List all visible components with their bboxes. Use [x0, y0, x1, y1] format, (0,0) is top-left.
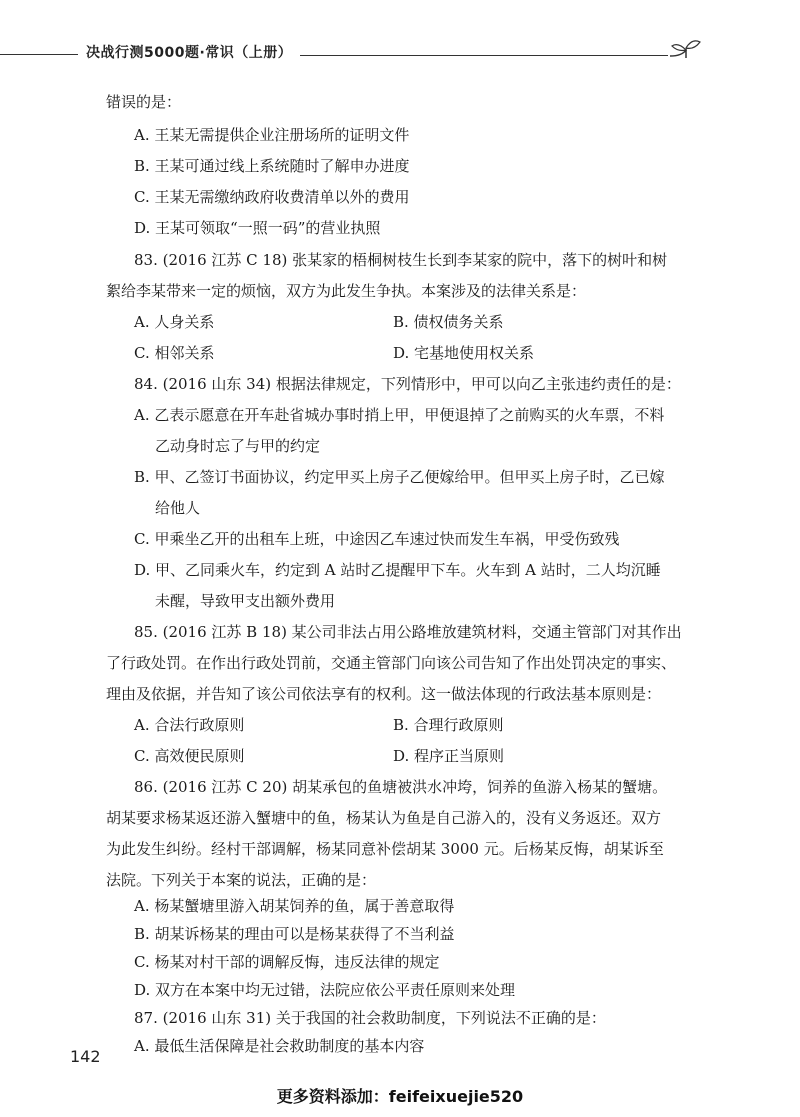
q85-option: B. 合理行政原则 — [393, 716, 504, 734]
sprout-icon — [668, 36, 708, 66]
option-line: B. 甲、乙签订书面协议，约定甲买上房子乙便嫁给甲。但甲买上房子时，乙已嫁 — [134, 468, 665, 486]
option-line: C. 杨某对村干部的调解反悔，违反法律的规定 — [134, 953, 440, 971]
q83-option: D. 宅基地使用权关系 — [393, 344, 535, 362]
q83-option: A. 人身关系 — [134, 313, 215, 331]
q85-option: C. 高效便民原则 — [134, 747, 245, 765]
option-line: B. 胡某诉杨某的理由可以是杨某获得了不当利益 — [134, 925, 455, 943]
header-rule-right — [300, 55, 668, 56]
question-85-stem: 85. (2016 江苏 B 18) 某公司非法占用公路堆放建筑材料，交通主管部门对其作出 — [134, 623, 682, 641]
q83-option: C. 相邻关系 — [134, 344, 215, 362]
question-85-stem-cont: 了行政处罚。在作出行政处罚前，交通主管部门向该公司告知了作出处罚决定的事实、 — [106, 654, 677, 672]
option-line: A. 王某无需提供企业注册场所的证明文件 — [134, 126, 410, 144]
footer-note: 更多资料添加：feifeixuejie520 — [276, 1087, 524, 1106]
header-title: 决战行测5000题·常识（上册） — [86, 45, 293, 61]
question-87-stem: 87. (2016 山东 31) 关于我国的社会救助制度，下列说法不正确的是： — [134, 1009, 606, 1027]
question-86-stem: 86. (2016 江苏 C 20) 胡某承包的鱼塘被洪水冲垮，饲养的鱼游入杨某的蟹塘。 — [134, 778, 668, 796]
question-85-stem-cont: 理由及依据，并告知了该公司依法享有的权利。这一做法体现的行政法基本原则是： — [106, 685, 662, 703]
question-84-stem: 84. (2016 山东 34) 根据法律规定，下列情形中，甲可以向乙主张违约责任的是： — [134, 375, 681, 393]
option-line-cont: 乙动身时忘了与甲的约定 — [155, 437, 321, 455]
option-line: A. 杨某蟹塘里游入胡某饲养的鱼，属于善意取得 — [134, 897, 455, 915]
q83-option: B. 债权债务关系 — [393, 313, 504, 331]
q85-option: A. 合法行政原则 — [134, 716, 245, 734]
option-line: A. 最低生活保障是社会救助制度的基本内容 — [134, 1037, 425, 1055]
question-86-stem-cont: 为此发生纠纷。经村干部调解，杨某同意补偿胡某 3000 元。后杨某反悔，胡某诉至 — [106, 840, 664, 858]
running-header — [0, 36, 800, 76]
option-line: D. 王某可领取“一照一码”的营业执照 — [134, 219, 381, 237]
option-line: D. 双方在本案中均无过错，法院应依公平责任原则来处理 — [134, 981, 516, 999]
option-line-cont: 未醒，导致甲支出额外费用 — [155, 592, 336, 610]
option-line: C. 王某无需缴纳政府收费清单以外的费用 — [134, 188, 410, 206]
option-line: B. 王某可通过线上系统随时了解申办进度 — [134, 157, 410, 175]
option-line-cont: 给他人 — [155, 499, 201, 517]
option-line: D. 甲、乙同乘火车，约定到 A 站时乙提醒甲下车。火车到 A 站时，二人均沉睡 — [134, 561, 661, 579]
question-86-stem-cont: 胡某要求杨某返还游入蟹塘中的鱼，杨某认为鱼是自己游入的，没有义务返还。双方 — [106, 809, 662, 827]
option-line: C. 甲乘坐乙开的出租车上班，中途因乙车速过快而发生车祸，甲受伤致残 — [134, 530, 620, 548]
header-rule-left — [0, 54, 78, 55]
question-83-stem-cont: 絮给李某带来一定的烦恼，双方为此发生争执。本案涉及的法律关系是： — [106, 282, 587, 300]
text-line: 错误的是： — [106, 93, 182, 111]
question-83-stem: 83. (2016 江苏 C 18) 张某家的梧桐树枝生长到李某家的院中，落下的树叶和树 — [134, 251, 668, 269]
q85-option: D. 程序正当原则 — [393, 747, 505, 765]
option-line: A. 乙表示愿意在开车赴省城办事时捎上甲，甲便退掉了之前购买的火车票，不料 — [134, 406, 665, 424]
page-number: 142 — [70, 1047, 101, 1066]
question-86-stem-cont: 法院。下列关于本案的说法，正确的是： — [106, 871, 377, 889]
